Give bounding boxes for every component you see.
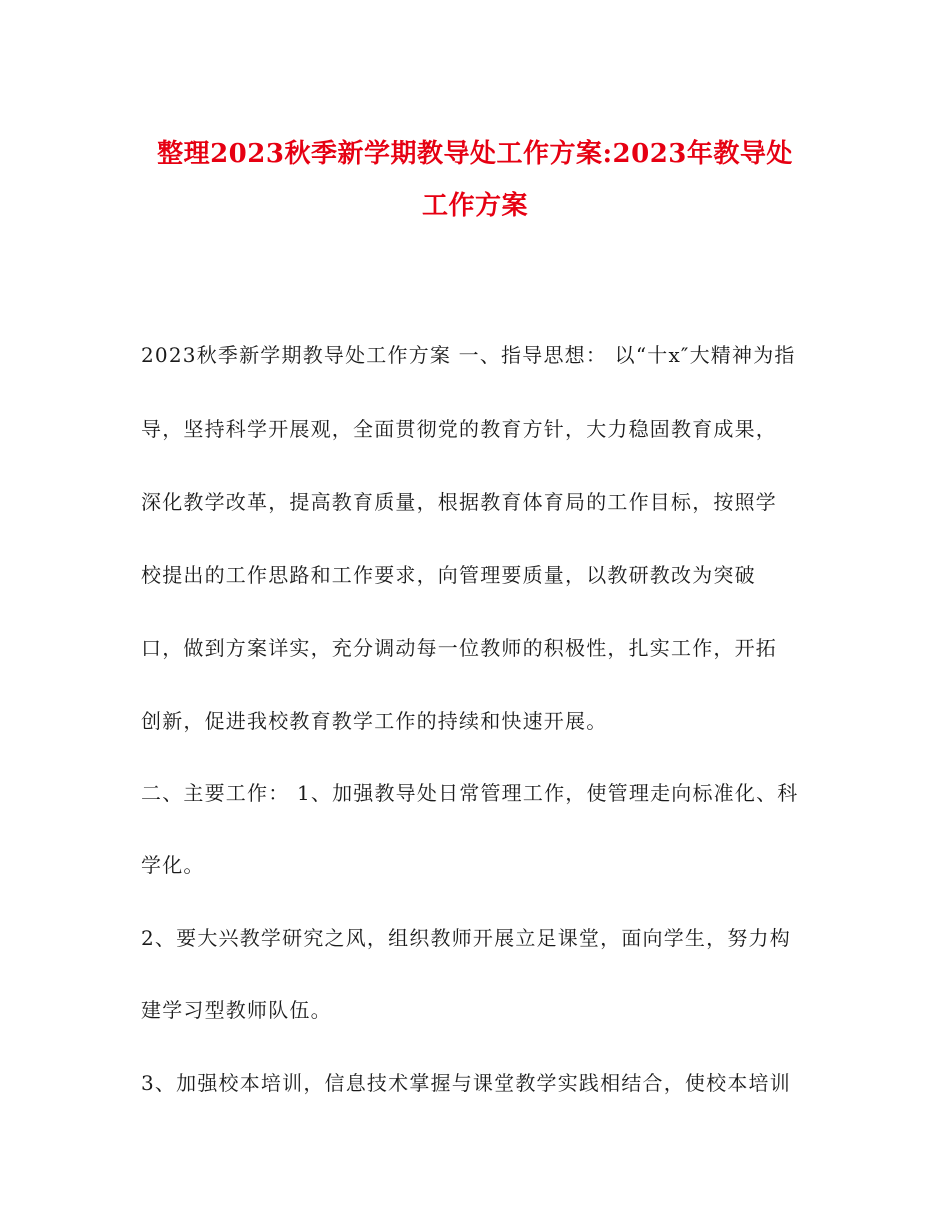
paragraph-line: 学化。: [141, 853, 205, 877]
title-line-1: 整理2023秋季新学期教导处工作方案:2023年教导处: [157, 139, 793, 169]
paragraph-line: 建学习型教师队伍。: [141, 998, 332, 1022]
title-line-2: 工作方案: [421, 191, 528, 221]
paragraph-line: 深化教学改革，提高教育质量，根据教育体育局的工作目标，按照学: [141, 490, 777, 514]
paragraph-line: 口，做到方案详实，充分调动每一位教师的积极性，扎实工作，开拓: [141, 636, 777, 660]
paragraph-line: 2、要大兴教学研究之风，组织教师开展立足课堂，面向学生，努力构: [141, 926, 791, 950]
paragraph-line: 2023秋季新学期教导处工作方案 一、指导思想： 以“十x″大精神为指: [141, 343, 796, 367]
paragraph-line: 导，坚持科学开展观，全面贯彻党的教育方针，大力稳固教育成果，: [141, 417, 777, 441]
paragraph-line: 创新，促进我校教育教学工作的持续和快速开展。: [141, 709, 608, 733]
paragraph-line: 3、加强校本培训，信息技术掌握与课堂教学实践相结合，使校本培训: [141, 1071, 791, 1095]
paragraph-line: 校提出的工作思路和工作要求，向管理要质量，以教研教改为突破: [141, 563, 756, 587]
document-title: [120, 128, 830, 232]
paragraph-line: 二、主要工作： 1、加强教导处日常管理工作，使管理走向标准化、科: [141, 781, 799, 805]
